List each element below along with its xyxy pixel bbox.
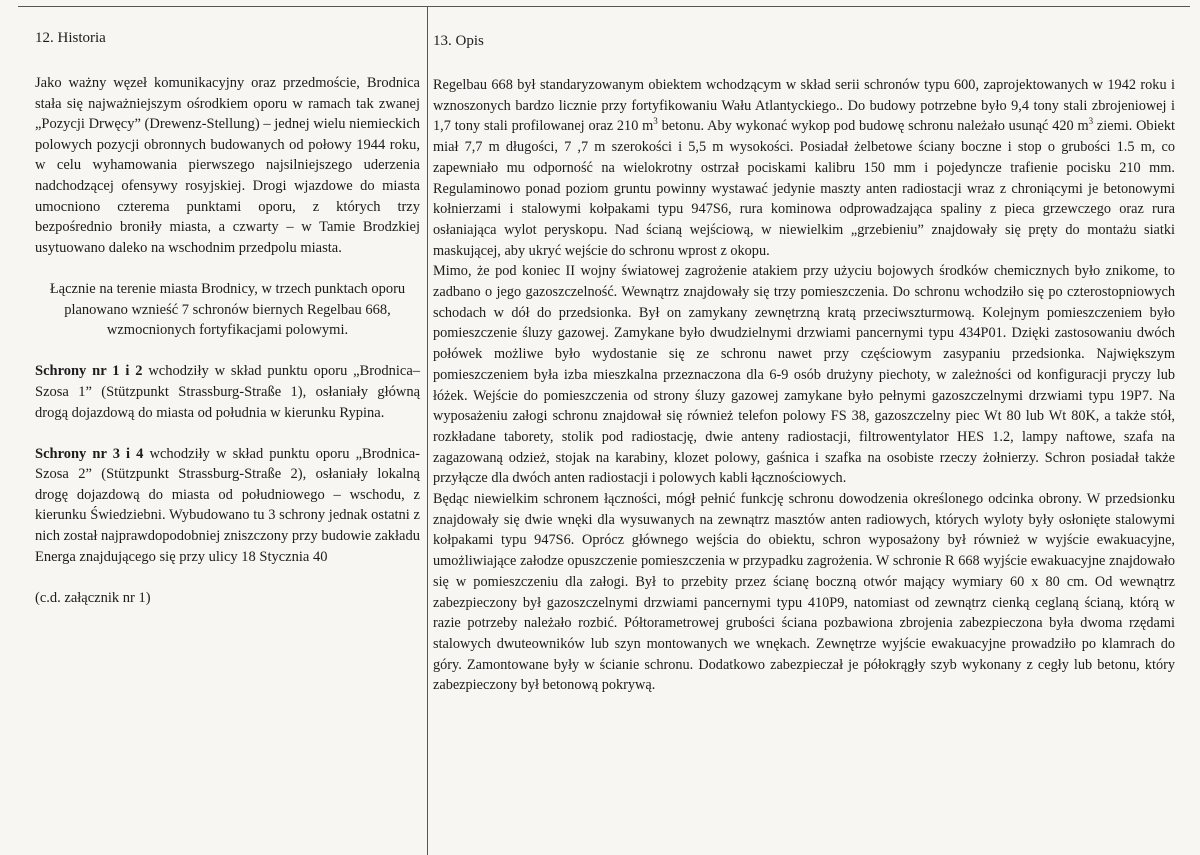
history-paragraph-1: Jako ważny węzeł komunikacyjny oraz przedmoście, Brodnica stała się najważniejszym ośrodkiem oporu w ramach tak zwanej „Pozycji Drwęcy” (Drewenz-Stellung) – jednej wielu niemieckich polowych pozycji obronnych budowanych od połowy 1944 roku, w celu wyhamowania pierwszego najsilniejszego uderzenia nadchodzącej ofensywy rosyjskiej. Drogi wjazdowe do miasta umocniono czterema punktami oporu, z których trzy bezpośrednio broniły miasta, a czwarty – w Tamie Brodzkiej usytuowano daleko na wschodnim przedpolu miasta.	[35, 75, 420, 256]
history-paragraph-3	[35, 361, 420, 423]
description-paragraph-1-part-a: Regelbau 668 był standaryzowanym obiektem wchodzącym w skład serii schronów typu 600, zaprojektowanych w 1942 roku i wznoszonych bardzo licznie przy fortyfikowaniu Wału Atlantyckiego.. Do budowy potrzebne było 9,4 tony stali zbrojeniowej i 1,7 tony stali profilowanej oraz 210 m	[433, 77, 1175, 135]
description-body	[433, 75, 1175, 696]
column-divider	[427, 6, 428, 855]
description-heading: 13. Opis	[433, 33, 484, 49]
cubic-superscript: 3	[1088, 116, 1094, 127]
shelters-3-4-label: Schrony nr 3 i 4	[35, 445, 144, 462]
attachment-note: (c.d. załącznik nr 1)	[35, 589, 151, 606]
history-heading: 12. Historia	[35, 30, 106, 46]
description-paragraph-2: Mimo, że pod koniec II wojny światowej zagrożenie atakiem przy użyciu bojowych środków chemicznych było znikome, to zadbano o jego gazoszczelność. Wewnątrz znajdowały się trzy pomieszczenia. Do schronu wchodziło się po czterostopniowych schodach w dół do przedsionka. Był on zamykany zewnętrzną kratą przeciwszturmową. Kolejnym pomieszczeniem było pomieszczenie śluzy gazowej. Zamykane było dwudzielnymi drzwiami pancernymi typu 434P01. Dzięki zastosowaniu dwóch połówek możliwe było wydostanie się ze schronu nawet przy częściowym zasypaniu przedsionka. Największym pomieszczeniem była izba mieszkalna przeznaczona dla 6-9 osób drużyny piechoty, w zależności od konfiguracji pryczy lub łóżek. Wejście do pomieszczenia od strony śluzy gazowej zamykane było pełnymi gazoszczelnymi drzwiami typu 19P7. Na wyposażeniu załogi schronu znajdował się również telefon polowy FS 38, gazoszczelny piec Wt 80 lub Wt 80K, a także stół, rozkładane taborety, stolik pod radiostację, dwie anteny radiostacji, filtrowentylator HES 1.2, lampy naftowe, szafa na zagazowaną odzież, stojak na karabiny, klozet polowy, gaśnica i szafka na osobiste rzeczy żołnierzy. Schron posiadał także przyłącze dla dwóch anten radiostacji i polowych kabli łącznościowych.	[433, 263, 1175, 487]
description-paragraph-1-part-b: betonu. Aby wykonać wykop pod budowę schronu należało usunąć 420 m	[657, 118, 1089, 135]
history-body	[35, 73, 420, 629]
history-paragraph-3-text: wchodziły w skład punktu oporu „Brodnica–Szosa 1” (Stützpunkt Strassburg-Straße 1), osłaniały główną drogą dojazdową do miasta od południa w kierunku Rypina.	[35, 363, 421, 421]
description-paragraph-1	[433, 75, 1175, 261]
top-rule	[18, 6, 1190, 7]
description-paragraph-1-part-c: ziemi. Obiekt miał 7,7 m długości, 7 ,7 m szerokości i 5,5 m wysokości. Posiadał żelbetowe ściany boczne i stop o grubości 1.5 m, co zapewniało mu odporność na wielokrotny ostrzał pociskami kalibru 150 mm i pojedyncze trafienie pocisku 210 mm. Regulaminowo ponad poziom gruntu powinny wystawać jedynie maszty anten radiostacji wraz z chroniącymi je betonowymi kołnierzami i stalowymi kołpakami typu 947S6, rura kominowa odprowadzająca spaliny z pieca grzewczego oraz rura osłaniająca wylot peryskopu. Nad ścianą wejściową, w niewielkim „grzebieniu” znajdowały się pręty do montażu siatki maskującej, aby ukryć wejście do schronu wprost z okopu.	[433, 118, 1176, 259]
history-paragraph-4	[35, 444, 420, 568]
history-paragraph-2: Łącznie na terenie miasta Brodnicy, w trzech punktach oporu planowano wznieść 7 schronów biernych Regelbau 668, wzmocnionych fortyfikacjami polowymi.	[49, 280, 406, 339]
shelters-1-2-label: Schrony nr 1 i 2	[35, 363, 143, 380]
description-paragraph-3: Będąc niewielkim schronem łączności, mógł pełnić funkcję schronu dowodzenia określonego odcinka obrony. W przedsionku znajdowały się dwie wnęki dla wysuwanych na zewnątrz masztów anten radiowych, których wyloty były osłonięte stalowymi kołpakami typu 947S6. Oprócz głównego wejścia do obiektu, schron wyposażony był również w wyjście ewakuacyjne, umożliwiające załodze opuszczenie pomieszczenia w przypadku zagrożenia. W schronie R 668 wyjście ewakuacyjne znajdowało się w pomieszczeniu dla załogi. Był to przebity przez ścianę boczną otwór mający wymiary 60 x 80 cm. Od wewnątrz zabezpieczony był gazoszczelnymi drzwiami pancernymi typu 410P9, natomiast od zewnątrz cienką ceglaną ścianą, którą w razie potrzeby należało rozbić. Półtorametrowej grubości ściana pozbawiona zbrojenia zabezpieczona była dwoma rzędami stalowych dwuteowników lub szyn montowanych we wnękach. Zewnętrze wyjście ewakuacyjne prowadziło po klamrach do góry. Zamontowane były w ścianie schronu. Dodatkowo zabezpieczał je półokrągły szyb wykonany z cegły lub betonu, który zabezpieczony był betonową pokrywą.	[433, 491, 1175, 694]
cubic-superscript: 3	[653, 116, 658, 127]
history-paragraph-4-text: wchodziły w skład punktu oporu „Brodnica-Szosa 2” (Stützpunkt Strassburg-Straße 2), osłaniały lokalną drogę dojazdową do miasta od południowego – wschodu, z kierunku Świedziebni. Wybudowano tu 3 schrony jednak ostatni z nich został najprawdopodobniej zniszczony przy budowie zakładu Energa znajdującego się przy ulicy 18 Stycznia 40	[35, 445, 420, 565]
